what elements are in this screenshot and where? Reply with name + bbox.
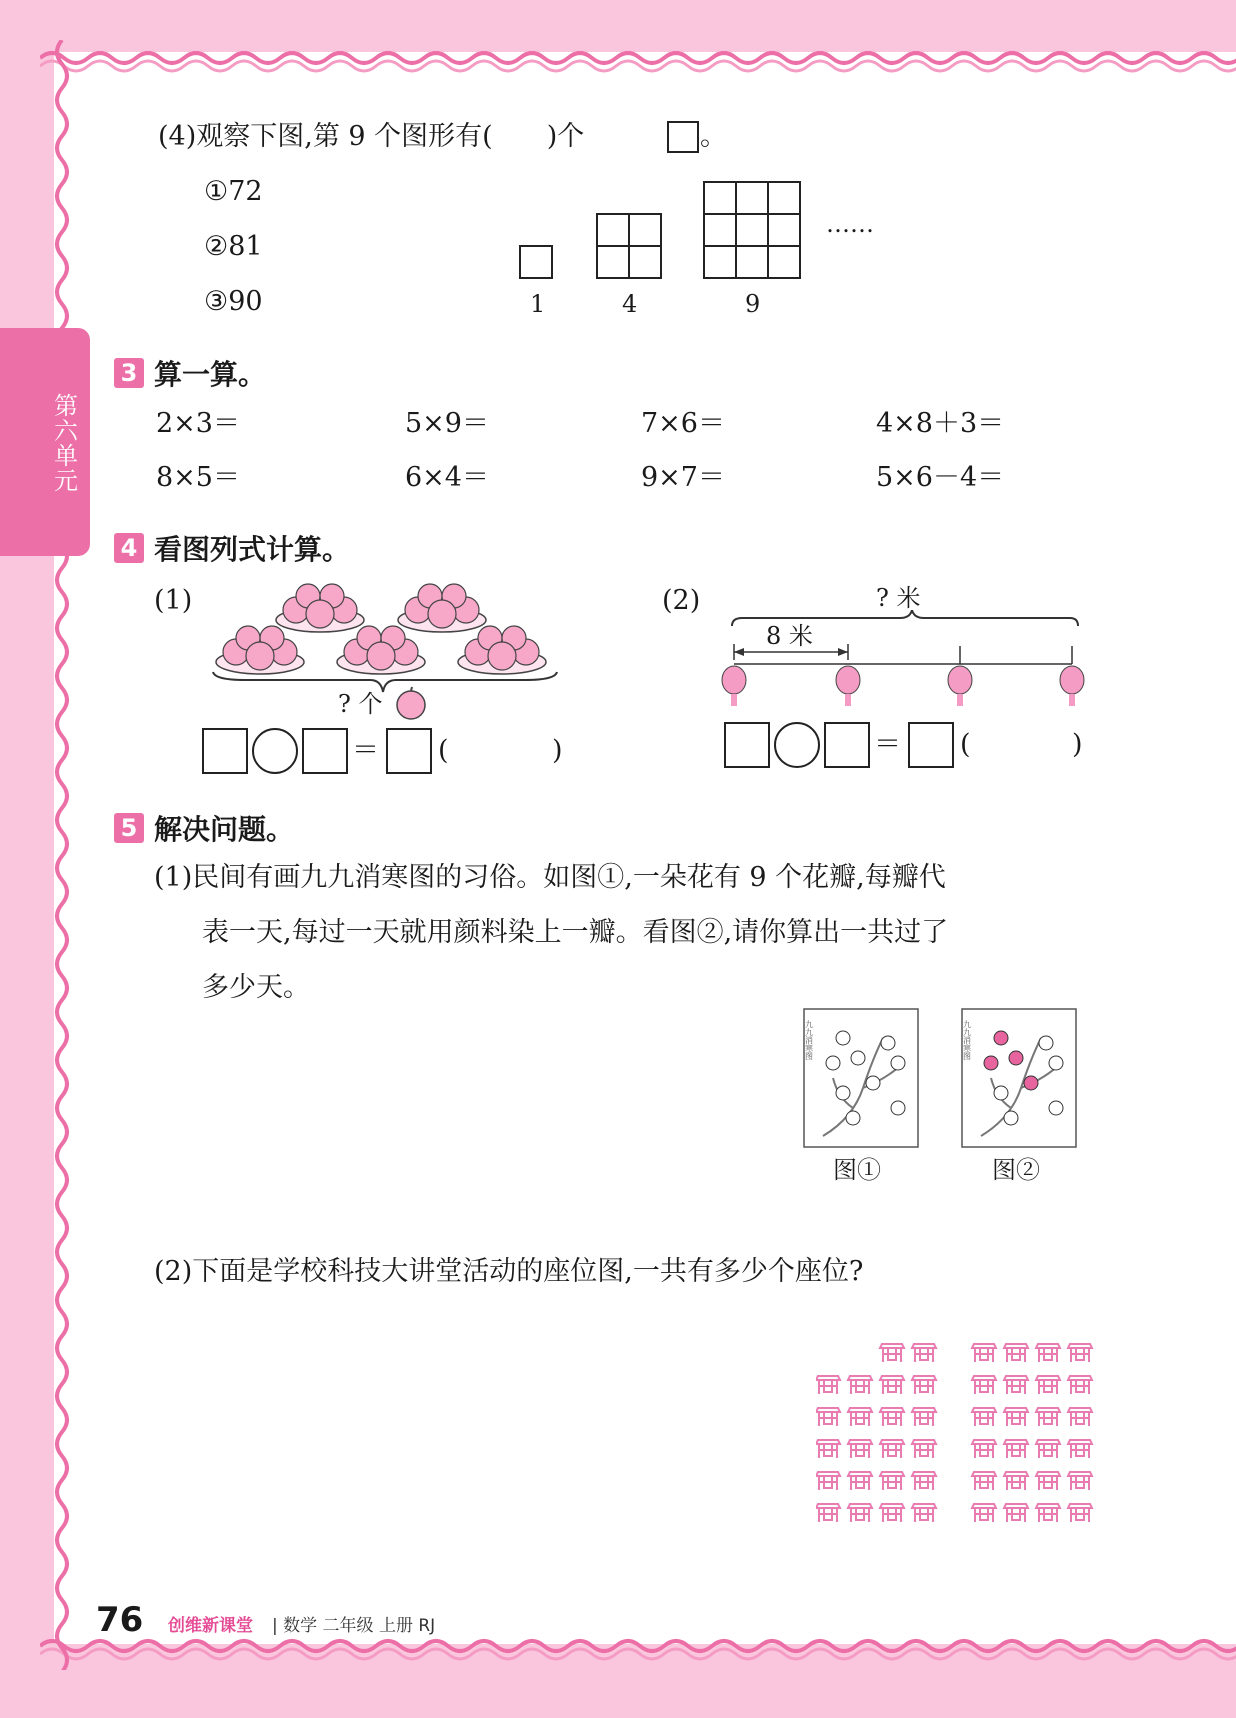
calc-r1-c4: 4×8＋3＝ <box>876 408 1005 439</box>
unit-side-tab-label: 第六单元 <box>54 392 78 495</box>
calc-r2-c3: 9×7＝ <box>641 462 725 493</box>
s5-p2-text: (2)下面是学校科技大讲堂活动的座位图,一共有多少个座位? <box>154 1256 864 1287</box>
s5-p1-line-1: (1)民间有画九九消寒图的习俗。如图①,一朵花有 9 个花瓣,每瓣代 <box>154 862 946 893</box>
s5-p1-line-3: 多少天。 <box>202 972 310 1003</box>
seat <box>1068 1344 1092 1362</box>
calc-r1-c2: 5×9＝ <box>405 408 489 439</box>
q4-option-2[interactable]: ②81 <box>204 231 263 262</box>
page-number: 76 <box>96 1600 144 1640</box>
s4-p1-equals: ＝ <box>352 735 379 766</box>
calc-r2-c1: 8×5＝ <box>156 462 240 493</box>
seat <box>1068 1440 1092 1458</box>
wavy-border-top <box>40 40 1236 76</box>
seat <box>1036 1344 1060 1362</box>
seat <box>1068 1376 1092 1394</box>
footer-brand: 创维新课堂 <box>168 1616 253 1636</box>
seat <box>848 1408 872 1426</box>
seat <box>1004 1504 1028 1522</box>
seat-map-figure <box>816 1340 1106 1536</box>
seat <box>848 1376 872 1394</box>
svg-text:九九消寒图: 九九消寒图 <box>962 1020 972 1060</box>
section3-title: 算一算。 <box>154 358 267 391</box>
pattern-fig-4 <box>597 214 661 278</box>
plum-blossom-figure-2 <box>961 1008 1077 1148</box>
unit-side-tab <box>0 328 90 556</box>
wavy-border-bottom <box>40 1632 1236 1668</box>
s4-p1-caption: ? 个 <box>338 690 383 718</box>
q4-option-3[interactable]: ③90 <box>204 286 263 317</box>
seat <box>1036 1376 1060 1394</box>
section4-title: 看图列式计算。 <box>154 533 351 566</box>
seat <box>1068 1504 1092 1522</box>
s4-p2-box-1[interactable] <box>724 722 770 768</box>
seat <box>912 1440 936 1458</box>
wavy-border-left <box>44 40 80 1670</box>
seat <box>1004 1344 1028 1362</box>
seat <box>1068 1472 1092 1490</box>
q4-fig-label-1: 1 <box>530 290 546 318</box>
seat <box>972 1440 996 1458</box>
q4-stem-square <box>667 121 699 153</box>
seat <box>1036 1440 1060 1458</box>
seat <box>880 1408 904 1426</box>
section5-title: 解决问题。 <box>154 813 295 846</box>
apple-plate-4 <box>337 626 425 674</box>
section4-header <box>114 528 350 568</box>
plum-blossom-figure-1 <box>803 1008 919 1148</box>
s4-p2-unit-open: ( <box>960 729 971 760</box>
q4-stem: (4)观察下图,第 9 个图形有( )个 <box>158 121 585 152</box>
seat <box>848 1472 872 1490</box>
s4-p2-unit-close: ) <box>1072 729 1083 760</box>
fig1-caption: 图① <box>833 1156 881 1184</box>
s4-p1-box-1[interactable] <box>202 728 248 774</box>
svg-text:九九消寒图: 九九消寒图 <box>804 1020 814 1060</box>
apple-plates-illustration <box>205 580 565 718</box>
s4-p2-total: ? 米 <box>876 584 921 612</box>
calc-r2-c2: 6×4＝ <box>405 462 489 493</box>
apple-plate-5 <box>458 626 546 674</box>
seat <box>816 1408 840 1426</box>
lantern-1 <box>722 666 746 706</box>
fig2-caption: 图② <box>992 1156 1040 1184</box>
seat <box>880 1504 904 1522</box>
seat <box>880 1472 904 1490</box>
seat <box>1036 1504 1060 1522</box>
section3-header <box>114 353 266 393</box>
lantern-4 <box>1060 666 1084 706</box>
seat <box>1004 1376 1028 1394</box>
s4-p1-label: (1) <box>154 585 193 616</box>
seat <box>972 1504 996 1522</box>
apple-plate-1 <box>276 584 364 632</box>
apple-icon <box>394 686 428 720</box>
seat <box>1036 1472 1060 1490</box>
s4-p2-circle-operator[interactable] <box>774 722 820 768</box>
seat <box>880 1344 904 1362</box>
seat <box>972 1376 996 1394</box>
seat <box>912 1408 936 1426</box>
seat <box>816 1472 840 1490</box>
section5-number: 5 <box>114 813 144 843</box>
lantern-distance-figure <box>720 610 1090 710</box>
seat <box>1004 1472 1028 1490</box>
section4-number: 4 <box>114 533 144 563</box>
seat <box>1004 1440 1028 1458</box>
s4-p2-label: (2) <box>662 585 701 616</box>
apple-plate-3 <box>216 626 304 674</box>
seat <box>912 1344 936 1362</box>
s4-p1-circle-operator[interactable] <box>252 728 298 774</box>
seat <box>1068 1408 1092 1426</box>
q4-option-1[interactable]: ①72 <box>204 176 263 207</box>
q4-stem-period: 。 <box>700 121 727 152</box>
seat <box>848 1440 872 1458</box>
calc-r1-c3: 7×6＝ <box>641 408 725 439</box>
seat <box>1004 1408 1028 1426</box>
q4-fig-label-3: 9 <box>745 290 761 318</box>
footer-subtitle: | 数学 二年级 上册 RJ <box>272 1616 436 1636</box>
apple-plate-2 <box>398 584 486 632</box>
section5-header <box>114 808 294 848</box>
lantern-2 <box>836 666 860 706</box>
seat <box>972 1408 996 1426</box>
seat <box>912 1376 936 1394</box>
section3-number: 3 <box>114 358 144 388</box>
seat <box>880 1376 904 1394</box>
seat <box>972 1472 996 1490</box>
pattern-fig-1 <box>520 246 552 278</box>
seat <box>880 1440 904 1458</box>
s4-p1-unit-open: ( <box>438 735 449 766</box>
s4-p1-unit-close: ) <box>552 735 563 766</box>
seat <box>816 1440 840 1458</box>
s4-p1-box-result[interactable] <box>386 728 432 774</box>
q4-square-pattern-figure <box>515 178 815 283</box>
s4-p2-equals: ＝ <box>874 729 901 760</box>
calc-r1-c1: 2×3＝ <box>156 408 240 439</box>
q4-ellipsis: …… <box>826 210 874 238</box>
s4-p1-box-2[interactable] <box>302 728 348 774</box>
seat <box>1036 1408 1060 1426</box>
pattern-fig-9 <box>704 182 800 278</box>
seat <box>816 1376 840 1394</box>
seat <box>972 1344 996 1362</box>
s4-p2-box-result[interactable] <box>908 722 954 768</box>
seat <box>848 1504 872 1522</box>
q4-fig-label-2: 4 <box>622 290 638 318</box>
s5-p1-line-2: 表一天,每过一天就用颜料染上一瓣。看图②,请你算出一共过了 <box>202 917 949 948</box>
s4-p2-segment: 8 米 <box>766 622 813 650</box>
s4-p2-box-2[interactable] <box>824 722 870 768</box>
lantern-3 <box>948 666 972 706</box>
seat <box>912 1472 936 1490</box>
calc-r2-c4: 5×6－4＝ <box>876 462 1005 493</box>
seat <box>816 1504 840 1522</box>
seat <box>912 1504 936 1522</box>
